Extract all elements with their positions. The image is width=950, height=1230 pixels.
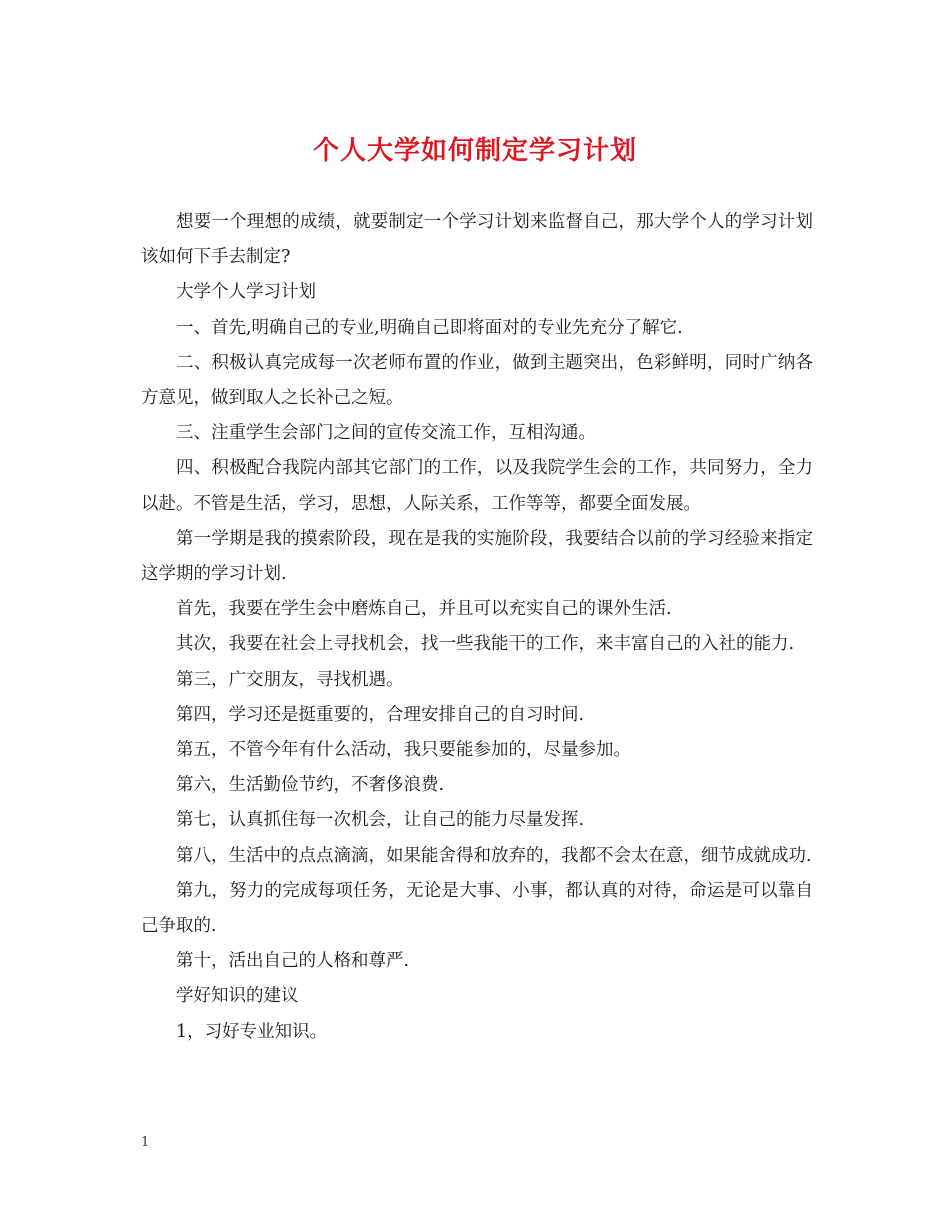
paragraph: 第十，活出自己的人格和尊严.	[176, 951, 410, 972]
paragraph: 第八，生活中的点点滴滴，如果能舍得和放弃的，我都不会太在意，细节成就成功.	[176, 845, 812, 866]
paragraph: 二、积极认真完成每一次老师布置的作业，做到主题突出，色彩鲜明，同时广纳各方意见，做到取人之长补己之短。	[141, 352, 813, 409]
paragraph: 三、注重学生会部门之间的宣传交流工作，互相沟通。	[176, 423, 596, 444]
paragraph: 首先，我要在学生会中磨炼自己，并且可以充实自己的课外生活.	[176, 599, 672, 620]
paragraph: 第七，认真抓住每一次机会，让自己的能力尽量发挥.	[176, 810, 585, 831]
paragraph: 第九，努力的完成每项任务，无论是大事、小事，都认真的对待，命运是可以靠自己争取的.	[141, 880, 813, 937]
paragraph: 一、首先,明确自己的专业,明确自己即将面对的专业先充分了解它.	[176, 317, 683, 338]
paragraph: 其次，我要在社会上寻找机会，找一些我能干的工作，来丰富自己的入社的能力.	[176, 634, 795, 655]
paragraph: 想要一个理想的成绩，就要制定一个学习计划来监督自己，那大学个人的学习计划该如何下手去制定?	[141, 212, 813, 268]
document-title: 个人大学如何制定学习计划	[312, 136, 637, 166]
paragraph: 第一学期是我的摸索阶段，现在是我的实施阶段，我要结合以前的学习经验来指定这学期的学习计划.	[141, 528, 813, 585]
paragraph: 1，习好专业知识。	[176, 1021, 328, 1042]
paragraph: 四、积极配合我院内部其它部门的工作，以及我院学生会的工作，共同努力，全力以赴。不管是生活，学习，思想，人际关系，工作等等，都要全面发展。	[141, 458, 813, 514]
paragraph: 大学个人学习计划	[176, 282, 316, 303]
paragraph: 学好知识的建议	[176, 986, 299, 1007]
document-body	[141, 205, 813, 1050]
paragraph: 第三，广交朋友，寻找机遇。	[176, 669, 404, 690]
page-number: 1	[141, 1135, 150, 1150]
paragraph: 第四，学习还是挺重要的，合理安排自己的自习时间.	[176, 704, 585, 725]
paragraph: 第六，生活勤俭节约，不奢侈浪费.	[176, 775, 445, 796]
paragraph: 第五，不管今年有什么活动，我只要能参加的，尽量参加。	[176, 740, 631, 761]
